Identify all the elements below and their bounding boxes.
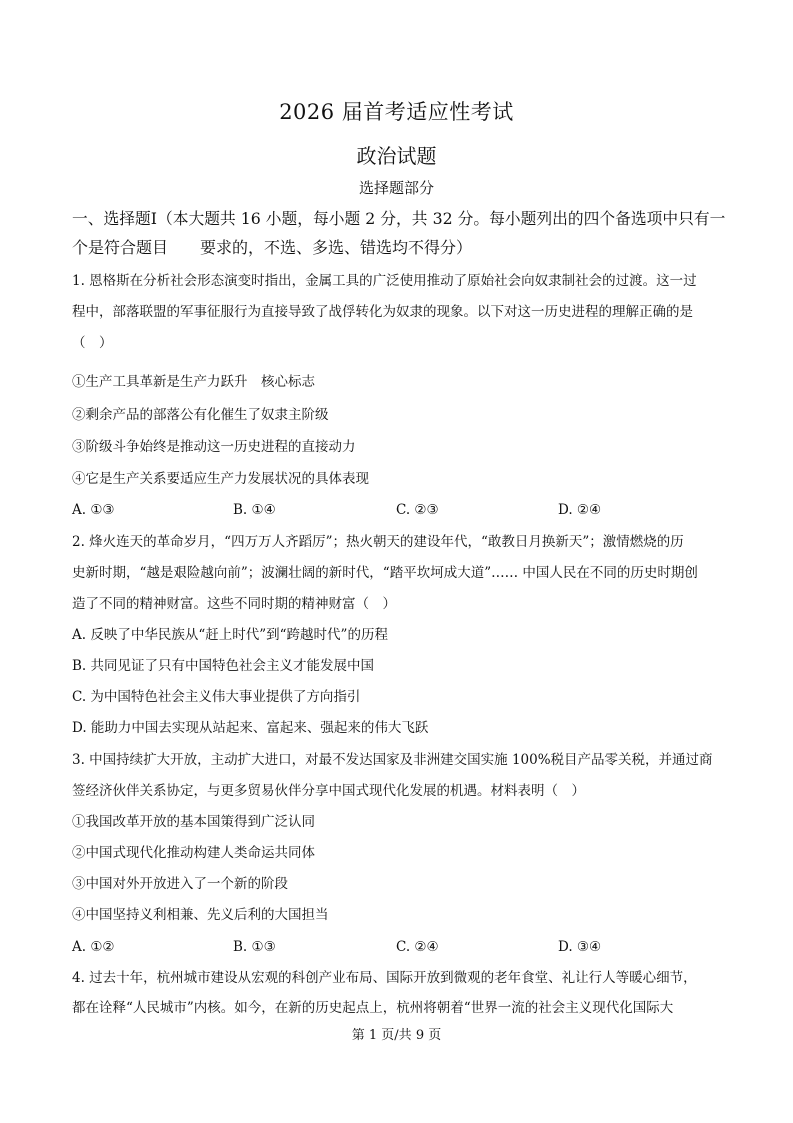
q3-choice-c: C. ②④ bbox=[396, 939, 439, 955]
q3-choice-d: D. ③④ bbox=[558, 939, 602, 955]
q3-stem-line1: 3. 中国持续扩大开放，主动扩大进口，对最不发达国家及非洲建交国实施 100%税目产品零关税，并通过商 bbox=[72, 752, 713, 768]
q1-choice-a: A. ①③ bbox=[72, 502, 115, 518]
part-title: 选择题部分 bbox=[358, 179, 434, 197]
q2-stem-line1: 2. 烽火连天的革命岁月，“四万万人齐蹈厉”；热火朝天的建设年代，“敢教日月换新天”；激情燃烧的历 bbox=[72, 534, 684, 550]
q4-stem-line2: 都在诠释“人民城市”内核。如今，在新的历史起点上，杭州将朝着“世界一流的社会主义现代化国际大 bbox=[72, 1000, 674, 1016]
q3-item-4: ④中国坚持义利相兼、先义后利的大国担当 bbox=[72, 907, 329, 923]
q2-option-a: A. 反映了中华民族从“赶上时代”到“跨越时代”的历程 bbox=[72, 627, 388, 643]
q2-option-c: C. 为中国特色社会主义伟大事业提供了方向指引 bbox=[72, 689, 361, 705]
q4-stem-line1: 4. 过去十年，杭州城市建设从宏观的科创产业布局、国际开放到微观的老年食堂、礼让行人等暖心细节， bbox=[72, 970, 697, 986]
q3-choice-a: A. ①② bbox=[72, 939, 115, 955]
q1-stem-line3: （ ） bbox=[72, 335, 113, 351]
q1-stem-line2: 程中，部落联盟的军事征服行为直接导致了战俘转化为奴隶的现象。以下对这一历史进程的理解正确的是 bbox=[72, 304, 693, 320]
subject-title: 政治试题 bbox=[356, 144, 437, 168]
q3-choice-b: B. ①③ bbox=[233, 939, 276, 955]
section-instruction-line2: 个是符合题目 要求的，不选、多选、错选均不得分） bbox=[72, 238, 473, 257]
q1-choice-c: C. ②③ bbox=[396, 502, 439, 518]
q1-item-3: ③阶级斗争始终是推动这一历史进程的直接动力 bbox=[72, 439, 356, 455]
q3-item-1: ①我国改革开放的基本国策得到广泛认同 bbox=[72, 814, 315, 830]
q3-stem-line2: 签经济伙伴关系协定，与更多贸易伙伴分享中国式现代化发展的机遇。材料表明（ ） bbox=[72, 783, 585, 799]
q1-item-1: ①生产工具革新是生产力跃升 核心标志 bbox=[72, 374, 315, 390]
q1-stem-line1: 1. 恩格斯在分析社会形态演变时指出，金属工具的广泛使用推动了原始社会向奴隶制社会的过渡。这一过 bbox=[72, 273, 697, 289]
exam-title: 2026 届首考适应性考试 bbox=[279, 100, 514, 124]
q2-stem-line3: 造了不同的精神财富。这些不同时期的精神财富（ ） bbox=[72, 596, 396, 612]
q2-option-b: B. 共同见证了只有中国特色社会主义才能发展中国 bbox=[72, 658, 375, 674]
q2-option-d: D. 能助力中国去实现从站起来、富起来、强起来的伟大飞跃 bbox=[72, 720, 429, 736]
q1-item-4: ④它是生产关系要适应生产力发展状况的具体表现 bbox=[72, 471, 369, 487]
q1-choice-b: B. ①④ bbox=[233, 502, 276, 518]
page-number: 第 1 页/共 9 页 bbox=[351, 1028, 442, 1043]
q1-item-2: ②剩余产品的部落公有化催生了奴隶主阶级 bbox=[72, 407, 329, 423]
q3-item-3: ③中国对外开放进入了一个新的阶段 bbox=[72, 876, 288, 892]
section-instruction-line1: 一、选择题Ⅰ（本大题共 16 小题，每小题 2 分，共 32 分。每小题列出的四个备选项中只有一 bbox=[72, 209, 726, 228]
q1-choice-d: D. ②④ bbox=[558, 502, 602, 518]
q2-stem-line2: 史新时期，“越是艰险越向前”；波澜壮阔的新时代，“踏平坎坷成大道”…… 中国人民在不同的历史时期创 bbox=[72, 565, 698, 581]
q3-item-2: ②中国式现代化推动构建人类命运共同体 bbox=[72, 845, 315, 861]
